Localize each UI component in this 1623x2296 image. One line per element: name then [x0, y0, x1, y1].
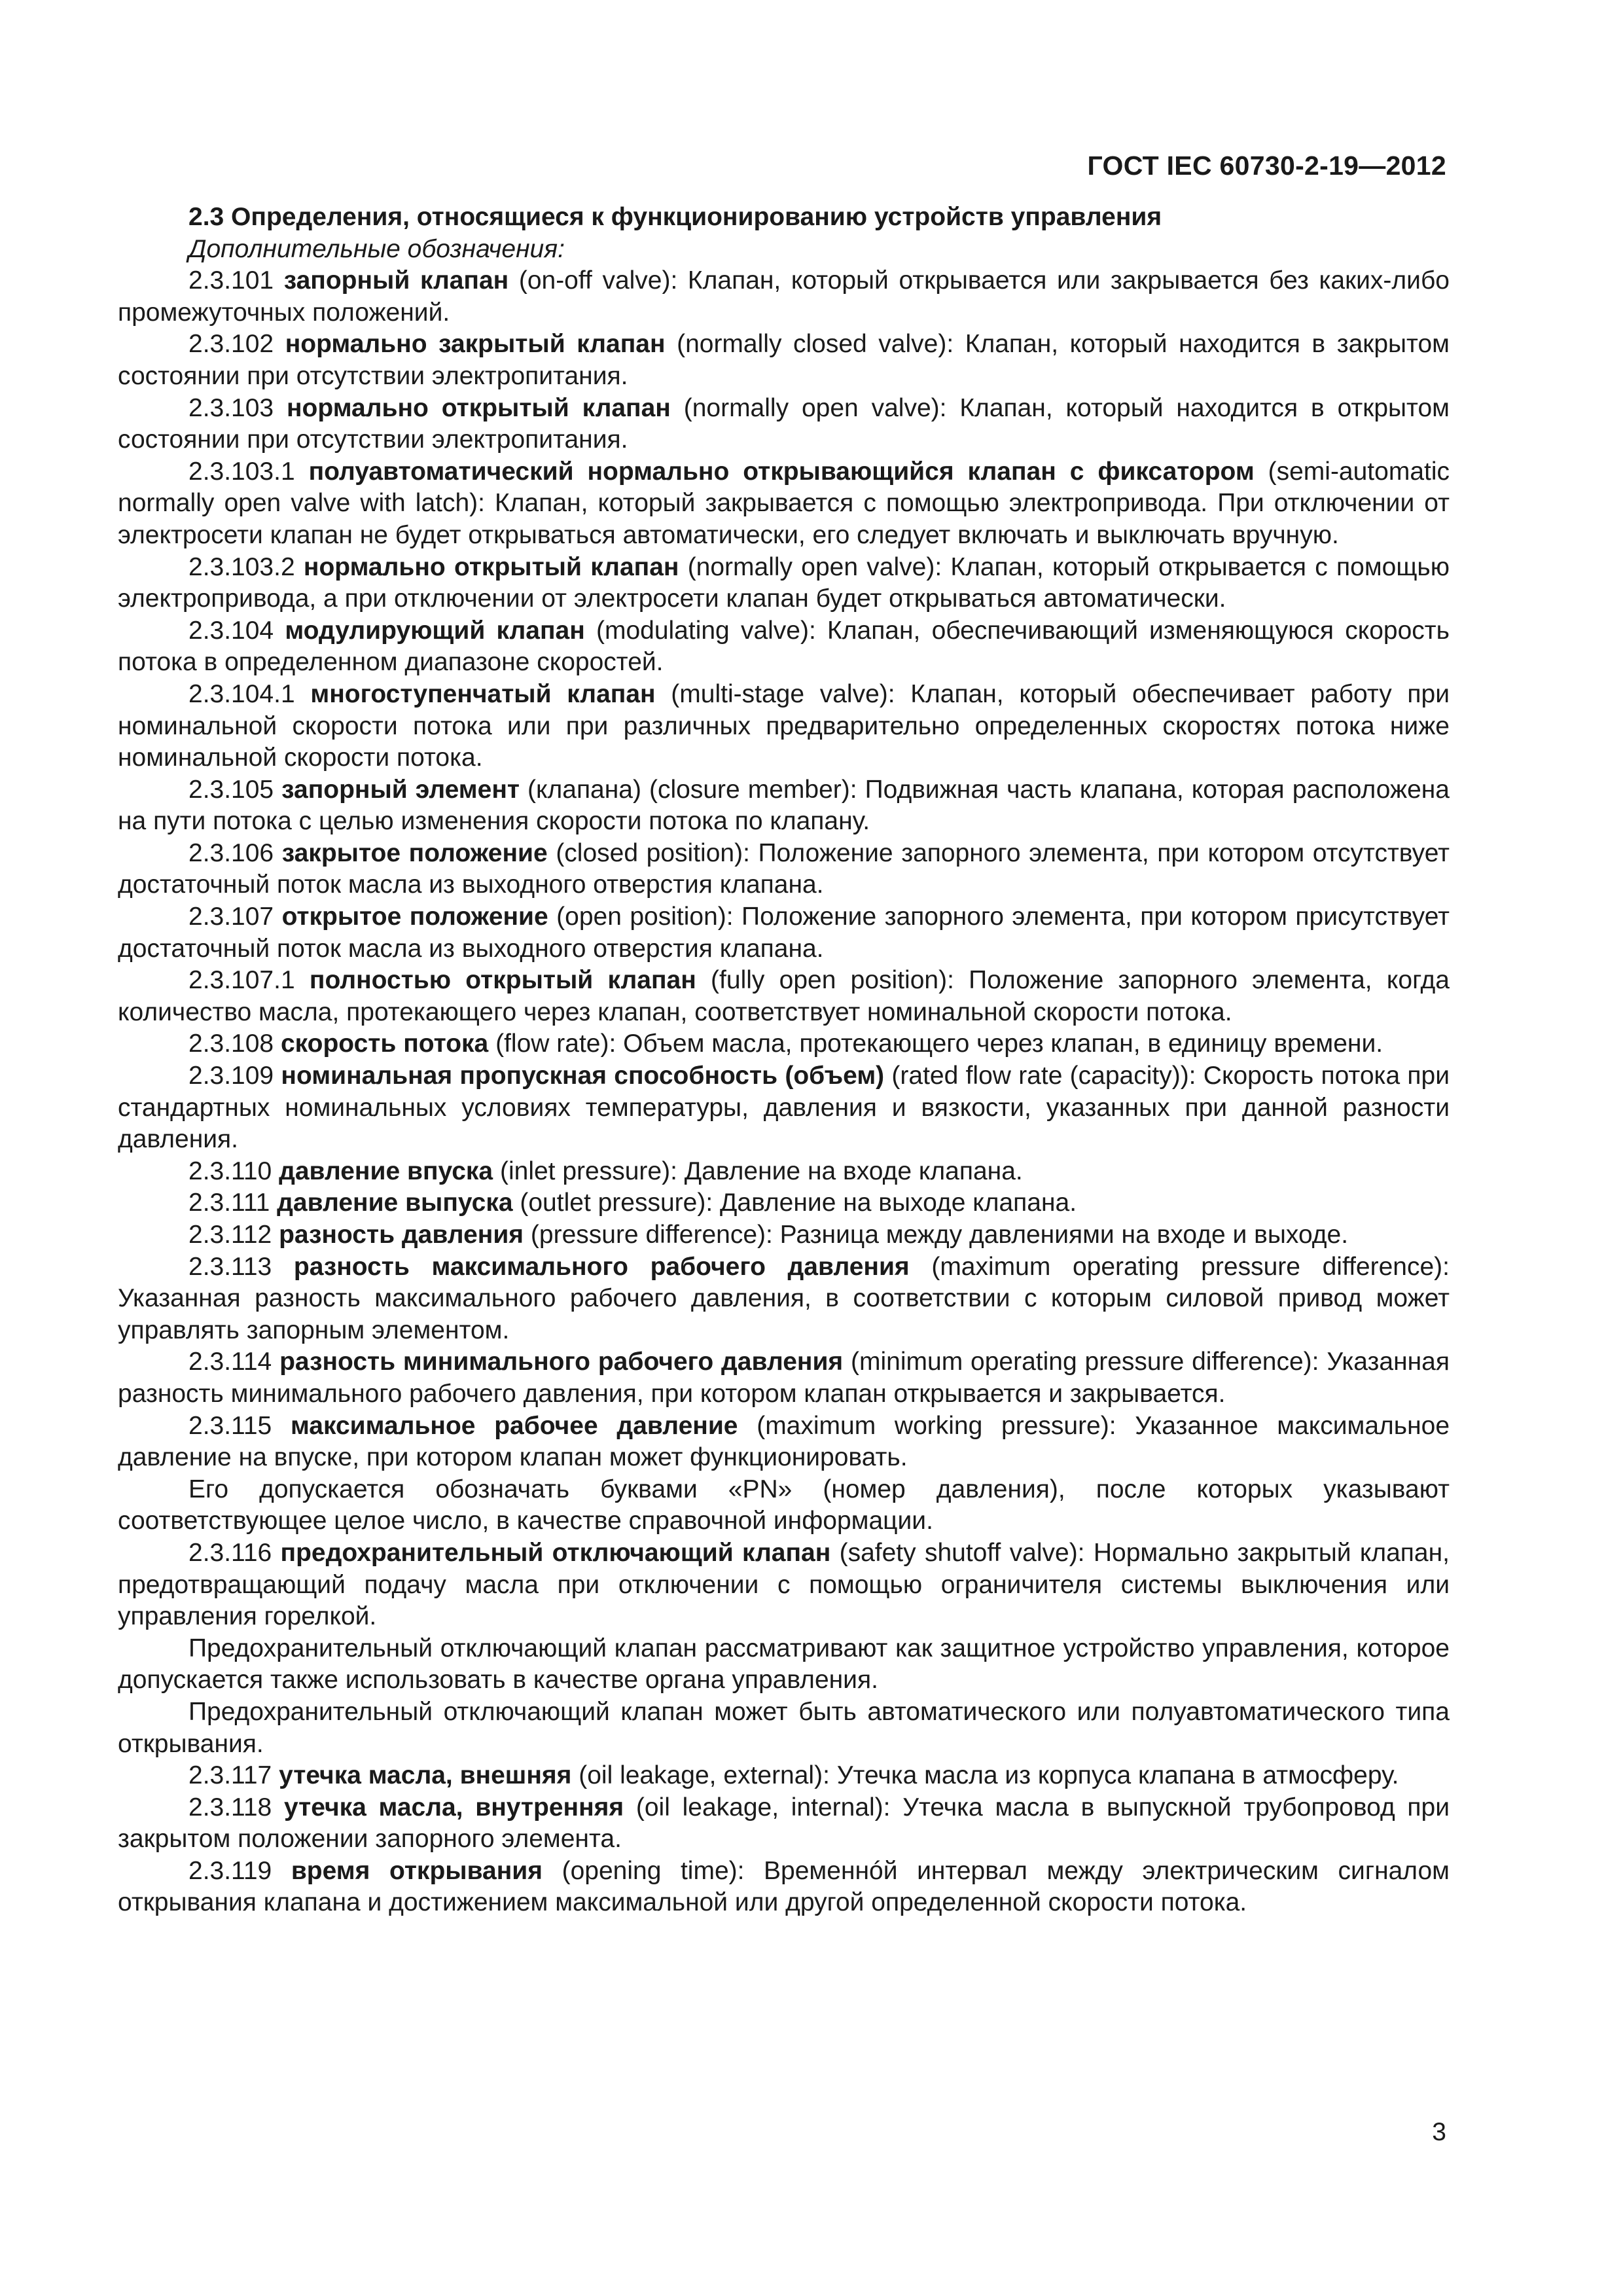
definition-text: (inlet pressure): Давление на входе клапана. — [493, 1157, 1023, 1185]
definition-text: (modulating valve): Клапан, обеспечивающий изменяющуюся скорость потока в определенном диапазоне скоростей. — [118, 616, 1450, 677]
definition-text: (fully open position): Положение запорного элемента, когда количество масла, протекающего через клапан, соответствует номинальной скорости потока. — [118, 966, 1450, 1026]
definition-term: максимальное рабочее давление — [290, 1411, 738, 1440]
definition-number: 2.3.118 — [188, 1793, 284, 1821]
definition-number: 2.3.113 — [188, 1252, 294, 1281]
definition-term: утечка масла, внешняя — [279, 1761, 572, 1790]
definition-number: 2.3.107 — [188, 903, 282, 931]
definition-paragraph — [118, 1251, 1450, 1347]
definition-text: (pressure difference): Разница между давлениями на входе и выходе. — [524, 1221, 1349, 1249]
definition-term: нормально открытый клапан — [287, 393, 671, 422]
definition-paragraph — [118, 1474, 1450, 1537]
definition-text: (outlet pressure): Давление на выходе клапана. — [512, 1189, 1077, 1217]
definition-text: Его допускается обозначать буквами «PN» (номер давления), после которых указывают соответствующее целое число, в качестве справочной информации. — [118, 1475, 1450, 1535]
definition-term: запорный клапан — [283, 266, 509, 295]
definition-number: 2.3.115 — [188, 1411, 291, 1440]
definition-number: 2.3.116 — [188, 1538, 281, 1567]
definition-term: полуавтоматический нормально открывающийся клапан с фиксатором — [308, 457, 1255, 486]
definition-text: (open position): Положение запорного элемента, при котором присутствует достаточный поток масла из выходного отверстия клапана. — [118, 903, 1450, 963]
definition-paragraph — [118, 1028, 1450, 1060]
definition-term: нормально открытый клапан — [303, 552, 679, 581]
definition-term: модулирующий клапан — [285, 616, 585, 645]
definition-term: номинальная пропускная способность (объем) — [281, 1062, 885, 1090]
definition-text: (rated flow rate (capacity)): Скорость потока при стандартных номинальных условиях температуры, давления и вязкости, указанных при данной разности давления. — [118, 1062, 1450, 1154]
definition-paragraph — [118, 329, 1450, 392]
definition-paragraph — [118, 1537, 1450, 1633]
definition-paragraph — [118, 1696, 1450, 1760]
definition-text: (normally closed valve): Клапан, который находится в закрытом состоянии при отсутствии электропитания. — [118, 330, 1450, 390]
definition-paragraph — [118, 1410, 1450, 1474]
definition-paragraph — [118, 456, 1450, 552]
definition-text: Предохранительный отключающий клапан может быть автоматического или полуавтоматического типа открывания. — [118, 1697, 1450, 1758]
definition-paragraph — [118, 965, 1450, 1028]
definition-text: (multi-stage valve): Клапан, который обеспечивает работу при номинальной скорости потока или при различных предварительно определенных скоростях потока ниже номинальной скорости потока. — [118, 679, 1450, 772]
definition-text: (maximum working pressure): Указанное максимальное давление на впуске, при котором клапан может функционировать. — [118, 1411, 1450, 1472]
page-number: 3 — [1432, 2118, 1446, 2146]
definition-text: (oil leakage, internal): Утечка масла в выпускной трубопровод при закрытом положении запорного элемента. — [118, 1793, 1450, 1854]
definition-term: давление выпуска — [277, 1189, 513, 1217]
definition-paragraph — [118, 615, 1450, 679]
section-title: 2.3 Определения, относящиеся к функционированию устройств управления — [188, 203, 1162, 231]
definition-number: 2.3.102 — [188, 330, 285, 359]
definition-paragraph — [118, 393, 1450, 456]
definition-term: утечка масла, внутренняя — [283, 1793, 624, 1821]
definition-paragraph — [118, 679, 1450, 774]
definition-list — [118, 265, 1450, 1919]
definition-text: (opening time): Временнóй интервал между электрическим сигналом открывания клапана и достижением максимальной или другой определенной скорости потока. — [118, 1856, 1450, 1917]
definition-term: запорный элемент — [281, 775, 520, 804]
definition-paragraph — [118, 1856, 1450, 1919]
definition-paragraph — [118, 1187, 1450, 1219]
definition-paragraph — [118, 1156, 1450, 1188]
definition-number: 2.3.104 — [188, 616, 285, 645]
definition-term: многоступенчатый клапан — [310, 679, 656, 708]
definition-term: предохранительный отключающий клапан — [280, 1538, 831, 1567]
definition-paragraph — [118, 838, 1450, 901]
definition-term: закрытое положение — [281, 838, 548, 867]
definition-text: (semi-automatic normally open valve with latch): Клапан, который закрывается с помощью электропривода. При отключении от электросети клапан не будет открываться автоматически, его следует включать и выключать вручную. — [118, 457, 1450, 549]
definition-paragraph — [118, 552, 1450, 615]
definition-number: 2.3.119 — [188, 1856, 291, 1885]
definition-number: 2.3.114 — [188, 1348, 280, 1376]
definition-number: 2.3.103.1 — [188, 457, 309, 486]
definition-text: (клапана) (closure member): Подвижная часть клапана, которая расположена на пути потока с целью изменения скорости потока по клапану. — [118, 775, 1450, 836]
definition-number: 2.3.109 — [188, 1062, 281, 1090]
definition-number: 2.3.111 — [188, 1189, 277, 1217]
document-number: ГОСТ IEC 60730-2-19—2012 — [1087, 151, 1446, 181]
definition-number: 2.3.103 — [188, 393, 287, 422]
definition-term: полностью открытый клапан — [309, 966, 696, 995]
definition-term: разность максимального рабочего давления — [293, 1252, 910, 1281]
definition-term: нормально закрытый клапан — [285, 330, 666, 359]
definition-text: (oil leakage, external): Утечка масла из корпуса клапана в атмосферу. — [571, 1761, 1399, 1790]
definition-text: (minimum operating pressure difference): Указанная разность минимального рабочего давления, при котором клапан открывается и закрывается. — [118, 1348, 1450, 1408]
definition-term: разность давления — [279, 1221, 524, 1249]
definition-term: скорость потока — [280, 1030, 489, 1058]
definition-number: 2.3.106 — [188, 838, 282, 867]
definition-number: 2.3.103.2 — [188, 552, 304, 581]
definition-text: Предохранительный отключающий клапан рассматривают как защитное устройство управления, которое допускается также использовать в качестве органа управления. — [118, 1634, 1450, 1695]
definition-paragraph — [118, 1060, 1450, 1156]
definition-number: 2.3.101 — [188, 266, 284, 295]
definition-term: открытое положение — [281, 903, 548, 931]
definition-paragraph — [118, 1346, 1450, 1410]
definition-term: разность минимального рабочего давления — [279, 1348, 844, 1376]
definition-paragraph — [118, 265, 1450, 329]
definition-number: 2.3.107.1 — [188, 966, 310, 995]
definition-paragraph — [118, 1792, 1450, 1856]
definition-number: 2.3.105 — [188, 775, 282, 804]
definition-term: время открывания — [291, 1856, 543, 1885]
definition-paragraph — [118, 774, 1450, 838]
definition-text: (closed position): Положение запорного элемента, при котором отсутствует достаточный поток масла из выходного отверстия клапана. — [118, 838, 1450, 899]
definition-paragraph — [118, 1760, 1450, 1792]
definition-paragraph — [118, 1633, 1450, 1696]
definition-text: (normally open valve): Клапан, который открывается с помощью электропривода, а при отключении от электросети клапан будет открываться автоматически. — [118, 552, 1450, 613]
definition-text: (on-off valve): Клапан, который открывается или закрывается без каких-либо промежуточных положений. — [118, 266, 1450, 327]
definition-term: давление впуска — [279, 1157, 493, 1185]
definition-text: (flow rate): Объем масла, протекающего через клапан, в единицу времени. — [488, 1030, 1383, 1058]
page-content — [118, 202, 1450, 1919]
section-subtitle: Дополнительные обозначения: — [188, 234, 565, 263]
definition-paragraph — [118, 901, 1450, 965]
definition-number: 2.3.110 — [188, 1157, 279, 1185]
definition-number: 2.3.108 — [188, 1030, 281, 1058]
definition-number: 2.3.104.1 — [188, 679, 311, 708]
definition-number: 2.3.117 — [188, 1761, 279, 1790]
definition-text: (normally open valve): Клапан, который находится в открытом состоянии при отсутствии электропитания. — [118, 393, 1450, 454]
definition-number: 2.3.112 — [188, 1221, 279, 1249]
definition-text: (maximum operating pressure difference): Указанная разность максимального рабочего давления, в соответствии с которым силовой привод может управлять запорным элементом. — [118, 1252, 1450, 1344]
definition-text: (safety shutoff valve): Нормально закрытый клапан, предотвращающий подачу масла при отключении с помощью ограничителя системы выключения или управления горелкой. — [118, 1538, 1450, 1631]
definition-paragraph — [118, 1219, 1450, 1251]
